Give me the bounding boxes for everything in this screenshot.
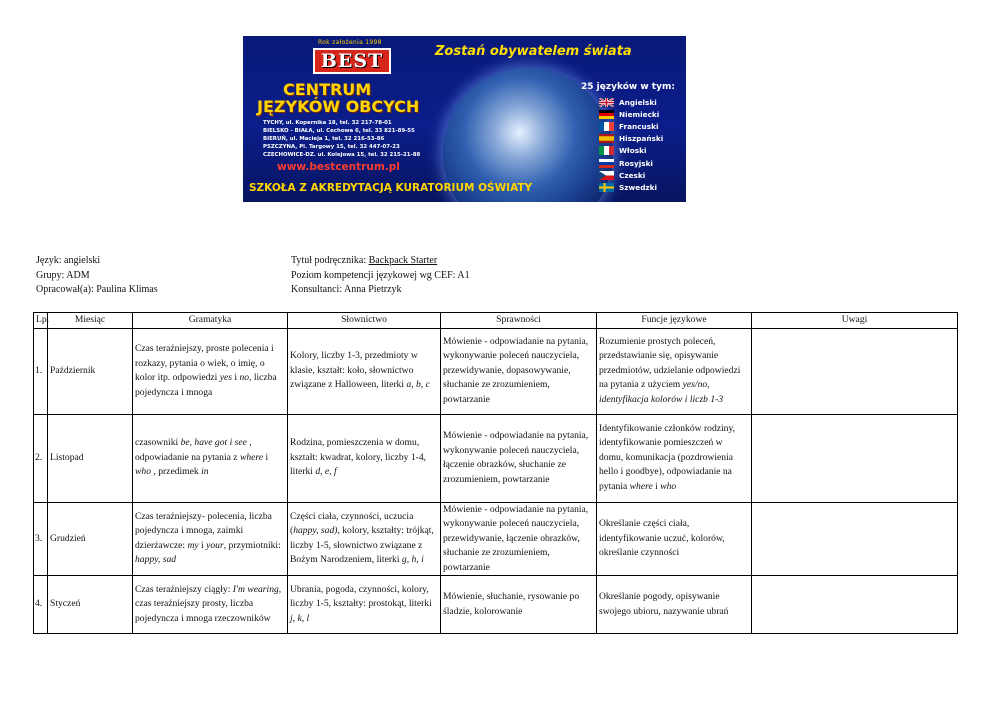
row-skills: Mówienie - odpowiadanie na pytania, wykonywanie poleceń nauczyciela, łączenie obrazków, słuchanie ze zrozumieniem, powtarzanie: [441, 414, 597, 502]
groups-info: Grupy: ADM: [36, 269, 90, 281]
row-number: 2.: [34, 414, 48, 502]
russia-flag-icon: [599, 159, 614, 168]
banner-accreditation: SZKOŁA Z AKREDYTACJĄ KURATORIUM OŚWIATY: [249, 182, 533, 194]
row-notes: [752, 502, 958, 576]
languages-title: 25 języków w tym:: [581, 82, 675, 92]
language-label: Niemiecki: [619, 109, 660, 119]
level-info: Poziom kompetencji językowej wg CEF: A1: [291, 269, 470, 281]
row-notes: [752, 328, 958, 414]
row-skills: Mówienie - odpowiadanie na pytania, wykonywanie poleceń nauczyciela, przewidywanie, dopasowywanie, słuchanie ze zrozumieniem, powtarzanie: [441, 328, 597, 414]
row-functions: Rozumienie prostych poleceń, przedstawianie się, opisywanie przedmiotów, udzielanie odpowiedzi na pytania z użyciem yes/no, identyfikacja kolorów i liczb 1-3: [597, 328, 752, 414]
best-logo: [313, 48, 391, 74]
language-label: Czeski: [619, 170, 646, 180]
language-label: Rosyjski: [619, 158, 653, 168]
header-month: Miesiąc: [48, 313, 133, 329]
row-grammar: Czas teraźniejszy, proste polecenia i rozkazy, pytania o wiek, o imię, o kolor itp. odpowiedzi yes i no, liczba pojedyncza i mnoga: [133, 328, 288, 414]
banner-addresses: [263, 119, 420, 159]
header-skills: Sprawności: [441, 313, 597, 329]
table-row: [34, 414, 958, 502]
row-skills: Mówienie - odpowiadanie na pytania, wykonywanie poleceń nauczyciela, przewidywanie, łączenie obrazków, słuchanie ze zrozumieniem, powtarzanie: [441, 502, 597, 576]
row-month: Listopad: [48, 414, 133, 502]
row-month: Grudzień: [48, 502, 133, 576]
row-notes: [752, 414, 958, 502]
table-header-row: [34, 313, 958, 329]
row-month: Październik: [48, 328, 133, 414]
textbook-name: Backpack Starter: [368, 255, 438, 266]
row-vocabulary: Części ciała, czynności, uczucia (happy, sad), kolory, kształty: trójkąt, liczby 1-5, słownictwo związane z Bożym Narodzeniem, literki g, h, i: [288, 502, 441, 576]
row-notes: [752, 576, 958, 634]
language-info: Język: angielski: [36, 255, 101, 266]
curriculum-table: [33, 312, 958, 634]
header-functions: Funcje językowe: [597, 313, 752, 329]
banner-slogan: Zostań obywatelem świata: [435, 44, 632, 59]
banner-website: www.bestcentrum.pl: [277, 161, 400, 173]
address-line: TYCHY, ul. Kopernika 18, tel. 32 217-78-01: [263, 120, 392, 126]
language-label: Angielski: [619, 97, 657, 107]
row-vocabulary: Kolory, liczby 1-3, przedmioty w klasie, kształt: koło, słownictwo związane z Halloween, literki a, b, c: [288, 328, 441, 414]
language-item: [599, 169, 663, 181]
row-month: Styczeń: [48, 576, 133, 634]
language-item: [599, 145, 663, 157]
address-line: BIELSKO - BIAŁA, ul. Cechowa 6, tel. 33 821-89-55: [263, 128, 415, 134]
row-vocabulary: Rodzina, pomieszczenia w domu, kształt: kwadrat, kolory, liczby 1-4, literki d, e, f: [288, 414, 441, 502]
row-number: 4.: [34, 576, 48, 634]
table-row: [34, 328, 958, 414]
italy-flag-icon: [599, 146, 614, 155]
textbook-label: Tytuł podręcznika:: [291, 255, 369, 266]
row-functions: Określanie części ciała, identyfikowanie uczuć, kolorów, określanie czynności: [597, 502, 752, 576]
row-grammar: Czas teraźniejszy ciągły: I'm wearing, czas teraźniejszy prosty, liczba pojedyncza i mnoga rzeczowników: [133, 576, 288, 634]
language-label: Hiszpański: [619, 134, 664, 144]
spain-flag-icon: [599, 134, 614, 143]
header-notes: Uwagi: [752, 313, 958, 329]
header-grammar: Gramatyka: [133, 313, 288, 329]
language-item: [599, 108, 663, 120]
document-info-right: [291, 254, 470, 298]
language-item: [599, 120, 663, 132]
banner-title-line1: CENTRUM: [283, 80, 372, 99]
language-item: [599, 133, 663, 145]
row-grammar: czasowniki be, have got i see , odpowiadanie na pytania z where i who , przedimek in: [133, 414, 288, 502]
consultants-info: Konsultanci: Anna Pietrzyk: [291, 284, 402, 295]
textbook-info: [291, 254, 470, 269]
row-grammar: Czas teraźniejszy- polecenia, liczba pojedyncza i mnoga, zaimki dzierżawcze: my i your, przymiotniki: happy, sad: [133, 502, 288, 576]
france-flag-icon: [599, 122, 614, 131]
header-vocabulary: Słownictwo: [288, 313, 441, 329]
germany-flag-icon: [599, 110, 614, 119]
address-line: BIERUŃ, ul. Macieja 1, tel. 32 216-53-86: [263, 136, 385, 142]
language-item: [599, 96, 663, 108]
row-vocabulary: Ubrania, pogoda, czynności, kolory, liczby 1-5, kształty: prostokąt, literki j, k, l: [288, 576, 441, 634]
school-banner: [243, 36, 686, 202]
table-row: [34, 576, 958, 634]
address-line: CZECHOWICE-DZ. ul. Kolejowa 15, tel. 32 215-21-88: [263, 152, 421, 158]
language-label: Włoski: [619, 146, 647, 156]
address-line: PSZCZYNA, Pl. Targowy 15, tel. 32 447-07-23: [263, 144, 400, 150]
row-number: 3.: [34, 502, 48, 576]
sweden-flag-icon: [599, 183, 614, 192]
header-lp: Lp.: [34, 313, 48, 329]
language-item: [599, 181, 663, 193]
row-functions: Określanie pogody, opisywanie swojego ubioru, nazywanie ubrań: [597, 576, 752, 634]
author-info: Opracował(a): Paulina Klimas: [36, 284, 158, 295]
table-row: [34, 502, 958, 576]
document-info-left: [36, 254, 158, 298]
language-label: Szwedzki: [619, 182, 658, 192]
row-functions: Identyfikowanie członków rodziny, identyfikowanie pomieszczeń w domu, komunikacja (pozdrowienia hello i goodbye), odpowiadanie na pytania where i who: [597, 414, 752, 502]
uk-flag-icon: [599, 98, 614, 107]
czech-flag-icon: [599, 171, 614, 180]
language-item: [599, 157, 663, 169]
row-number: 1.: [34, 328, 48, 414]
logo-text: BEST: [320, 50, 384, 72]
banner-title-line2: JĘZYKÓW OBCYCH: [257, 97, 420, 116]
banner-since: Rok założenia 1998: [318, 39, 382, 46]
table-body: [34, 328, 958, 634]
language-label: Francuski: [619, 121, 659, 131]
languages-list: [599, 96, 663, 194]
row-skills: Mówienie, słuchanie, rysowanie po śladzie, kolorowanie: [441, 576, 597, 634]
